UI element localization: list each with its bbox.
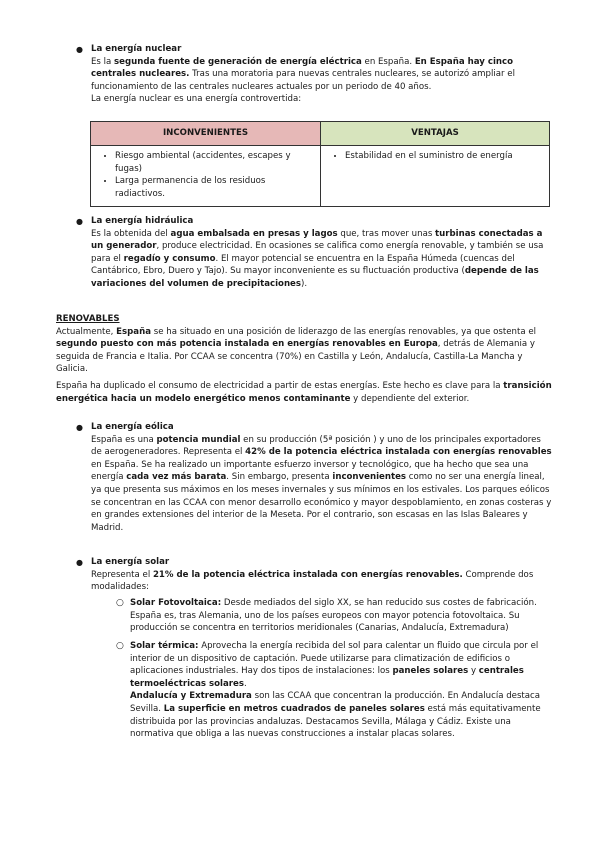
renovables-section xyxy=(56,313,552,405)
nuclear-title: La energía nuclear xyxy=(91,44,182,54)
eolica-title: La energía eólica xyxy=(91,422,174,432)
bullet-icon: ● xyxy=(76,45,83,54)
cell-inconvenientes xyxy=(91,146,321,207)
nuclear-paragraph: Es la segunda fuente de generación de energía eléctrica en España. En España hay cinco centrales nucleares. Tras una moratoria para nuevas centrales nucleares, se autorizó ampliar el funcionamiento de las centrales nucleares actuales por un periodo de 40 años. xyxy=(91,56,515,92)
header-ventajas: VENTAJAS xyxy=(321,122,550,146)
solar-termica-item xyxy=(116,640,553,741)
header-inconvenientes: INCONVENIENTES xyxy=(91,122,321,146)
bullet-icon: ● xyxy=(76,423,83,432)
circle-bullet-icon: ○ xyxy=(116,598,124,608)
cell-ventajas xyxy=(321,146,550,207)
solar-title: La energía solar xyxy=(91,557,170,567)
andalucia-text: Andalucía y Extremadura son las CCAA que concentran la producción. En Andalucía destaca Sevilla. La superficie en metros cuadrados de paneles solares está más equitativamente distribuida por las provincias andaluzas. Destacamos Sevilla, Málaga y Cádiz. Existe una normativa que obliga a las nuevas construcciones a instalar placas solares. xyxy=(130,691,541,740)
bullet-icon: ● xyxy=(76,217,83,226)
hidraulica-title: La energía hidráulica xyxy=(91,216,194,226)
nuclear-section xyxy=(91,43,551,106)
renovables-heading: RENOVABLES xyxy=(56,314,120,324)
nuclear-controversy: La energía nuclear es una energía controvertida: xyxy=(91,94,302,105)
fotovoltaica-text: Solar Fotovoltaica: Desde mediados del siglo XX, se han reducido sus costes de fabricación. España es, tras Alemania, uno de los países europeos con mayor potencia fotovoltaica. Su producción se concentra en territorios meridionales (Canarias, Andalucía, Extremadura) xyxy=(130,598,537,634)
solar-section xyxy=(91,556,552,594)
solar-paragraph: Representa el 21% de la potencia eléctrica instalada con energías renovables. Comprende dos modalidades: xyxy=(91,569,534,593)
hidraulica-section xyxy=(91,215,553,291)
list-item: • Riesgo ambiental (accidentes, escapes y fugas) xyxy=(115,150,316,175)
renovables-paragraph-1: Actualmente, España se ha situado en una posición de liderazgo de las energías renovables, ya que ostenta el segundo puesto con más potencia instalada en energías renovables en Europa, detrás de Alemania y seguida de Francia e Italia. Por CCAA se concentra (70%) en Castilla y León, Andalucía, Castilla-La Mancha y Galicia. xyxy=(56,326,537,375)
comparison-table xyxy=(90,121,550,207)
list-item: • Estabilidad en el suministro de energía xyxy=(345,150,545,163)
eolica-paragraph: España es una potencia mundial en su producción (5ª posición ) y uno de los principales exportadores de aerogeneradores. Representa el 42% de la potencia eléctrica instalada con energías renovables en España. Se ha realizado un importante esfuerzo inversor y tecnológico, que ha hecho que sea una energía cada vez más barata. Sin embargo, presenta inconvenientes como no ser una energía lineal, ya que presenta sus máximos en los meses invernales y sus mínimos en los estivales. Los parques eólicos se concentran en las CCAA con menor desarrollo económico y mayor despoblamiento, en zonas costeras y en grandes extensiones del interior de la Meseta. Por el contrario, son escasas en las Islas Baleares y Madrid. xyxy=(91,434,552,533)
bullet-icon: ● xyxy=(76,558,83,567)
renovables-paragraph-2: España ha duplicado el consumo de electricidad a partir de estas energías. Este hecho es clave para la transición energética hacia un modelo energético menos contaminante y dependiente del exterior. xyxy=(56,380,552,404)
solar-fotovoltaica-item xyxy=(116,597,553,635)
circle-bullet-icon: ○ xyxy=(116,641,124,651)
hidraulica-paragraph: Es la obtenida del agua embalsada en presas y lagos que, tras mover unas turbinas conectadas a un generador, produce electricidad. En ocasiones se califica como energía renovable, y también se usa para el regadío y consumo. El mayor potencial se encuentra en la España Húmeda (cuencas del Cantábrico, Ebro, Duero y Tajo). Su mayor inconveniente es su fluctuación productiva (depende de las variaciones del volumen de precipitaciones). xyxy=(91,228,544,289)
termica-text: Solar térmica: Aprovecha la energía recibida del sol para calentar un fluido que circula por el interior de un dispositivo de captación. Puede utilizarse para climatización de edificios o aplicaciones industriales. Hay dos tipos de instalaciones: los paneles solares y centrales termoeléctricas solares. xyxy=(130,641,539,689)
list-item: • Larga permanencia de los residuos radiactivos. xyxy=(115,175,316,200)
eolica-section xyxy=(91,421,552,534)
